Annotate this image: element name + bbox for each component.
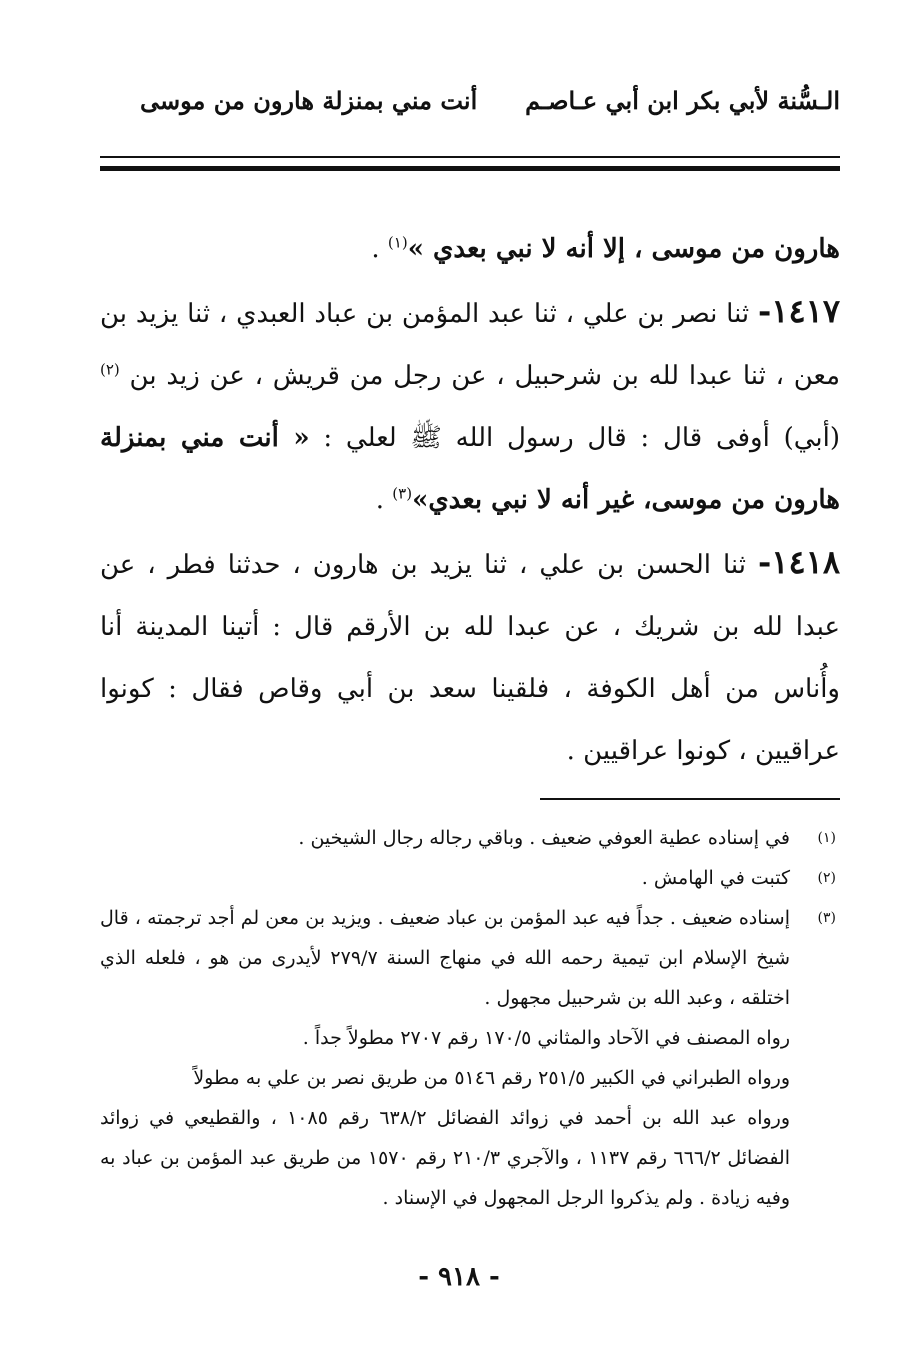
footnote-3: (٣) إسناده ضعيف . جداً فيه عبد المؤمن بن عباد ضعيف . ويزيد بن معن لم أجد ترجمته ، قال شيخ الإسلام ابن تيمية رحمه الله في منهاج السنة ٢٧٩/٧ لأيدرى من هو ، فلعله الذي اختلقه ، وعبد الله بن شرحبيل مجهول . رواه المصنف في الآحاد والمثاني ١٧٠/٥ رقم ٢٧٠٧ مطولاً جداً . ورواه الطبراني في الكبير ٢٥١/٥ رقم ٥١٤٦ من طريق نصر بن علي به مطولاً ورواه عبد الله بن أحمد في زوائد الفضائل ٦٣٨/٢ رقم ١٠٨٥ ، والقطيعي في زوائد الفضائل ٦٦٦/٢ رقم ١١٣٧ ، والآجري ٢١٠/٣ رقم ١٥٧٠ من طريق عبد المؤمن بن عباد به وفيه زيادة . ولم يذكروا الرجل المجهول في الإسناد . xyxy=(100,898,840,1218)
main-text xyxy=(100,218,840,782)
header-rule-thick xyxy=(100,166,840,171)
running-header xyxy=(100,86,840,126)
hadith-matn: « أنت مني بمنزلة هارون من موسى، غير أنه لا نبي بعدي» xyxy=(100,423,840,515)
footnote-1: (١) في إسناده عطية العوفي ضعيف . وباقي رجاله رجال الشيخين . xyxy=(100,818,840,858)
page-number: - ٩١٨ - xyxy=(418,1262,500,1292)
footnote-number: (١) xyxy=(817,830,836,846)
footnote-ref-3[interactable]: (٣) xyxy=(392,484,413,503)
footnote-ref-1[interactable]: (١) xyxy=(387,233,408,252)
chapter-title: أنت مني بمنزلة هارون من موسى xyxy=(140,86,478,115)
header-rule-thin xyxy=(100,156,840,158)
footnote-2: (٢) كتبت في الهامش . xyxy=(100,858,840,898)
footnote-number: (٣) xyxy=(817,910,836,926)
hadith-1418: ١٤١٨- ثنا الحسن بن علي ، ثنا يزيد بن هارون ، حدثنا فطر ، عن عبدا لله بن شريك ، عن عبدا لله بن الأرقم قال : أتينا المدينة أنا وأُناس من أهل الكوفة ، فلقينا سعد بن أبي وقاص فقال : كونوا عراقيين ، كونوا عراقيين . xyxy=(100,543,840,766)
footnote-ref-2[interactable]: (٢) xyxy=(100,360,120,379)
footnotes xyxy=(100,818,840,1218)
paragraph-continuation: هارون من موسى ، إلا أنه لا نبي بعدي »$^{(١)}$ . xyxy=(371,233,840,264)
footnote-number: (٢) xyxy=(817,870,836,886)
hadith-number: ١٤١٨- xyxy=(757,543,840,581)
hadith-1417: ١٤١٧- ثنا نصر بن علي ، ثنا عبد المؤمن بن عباد العبدي ، ثنا يزيد بن معن ، ثنا عبدا لله بن شرحبيل ، عن رجل من قريش ، عن زيد بن $^{(٢)}$(أبي) أوفى قال : قال رسول الله ﷺ لعلي : « أنت مني بمنزلة هارون من موسى، غير أنه لا نبي بعدي»$^{(٣)}$ . xyxy=(100,292,840,515)
footnote-separator xyxy=(540,798,840,800)
hadith-number: ١٤١٧- xyxy=(757,292,840,330)
book-title: الـسُّنة لأبي بكر ابن أبي عـاصـم xyxy=(525,86,840,115)
